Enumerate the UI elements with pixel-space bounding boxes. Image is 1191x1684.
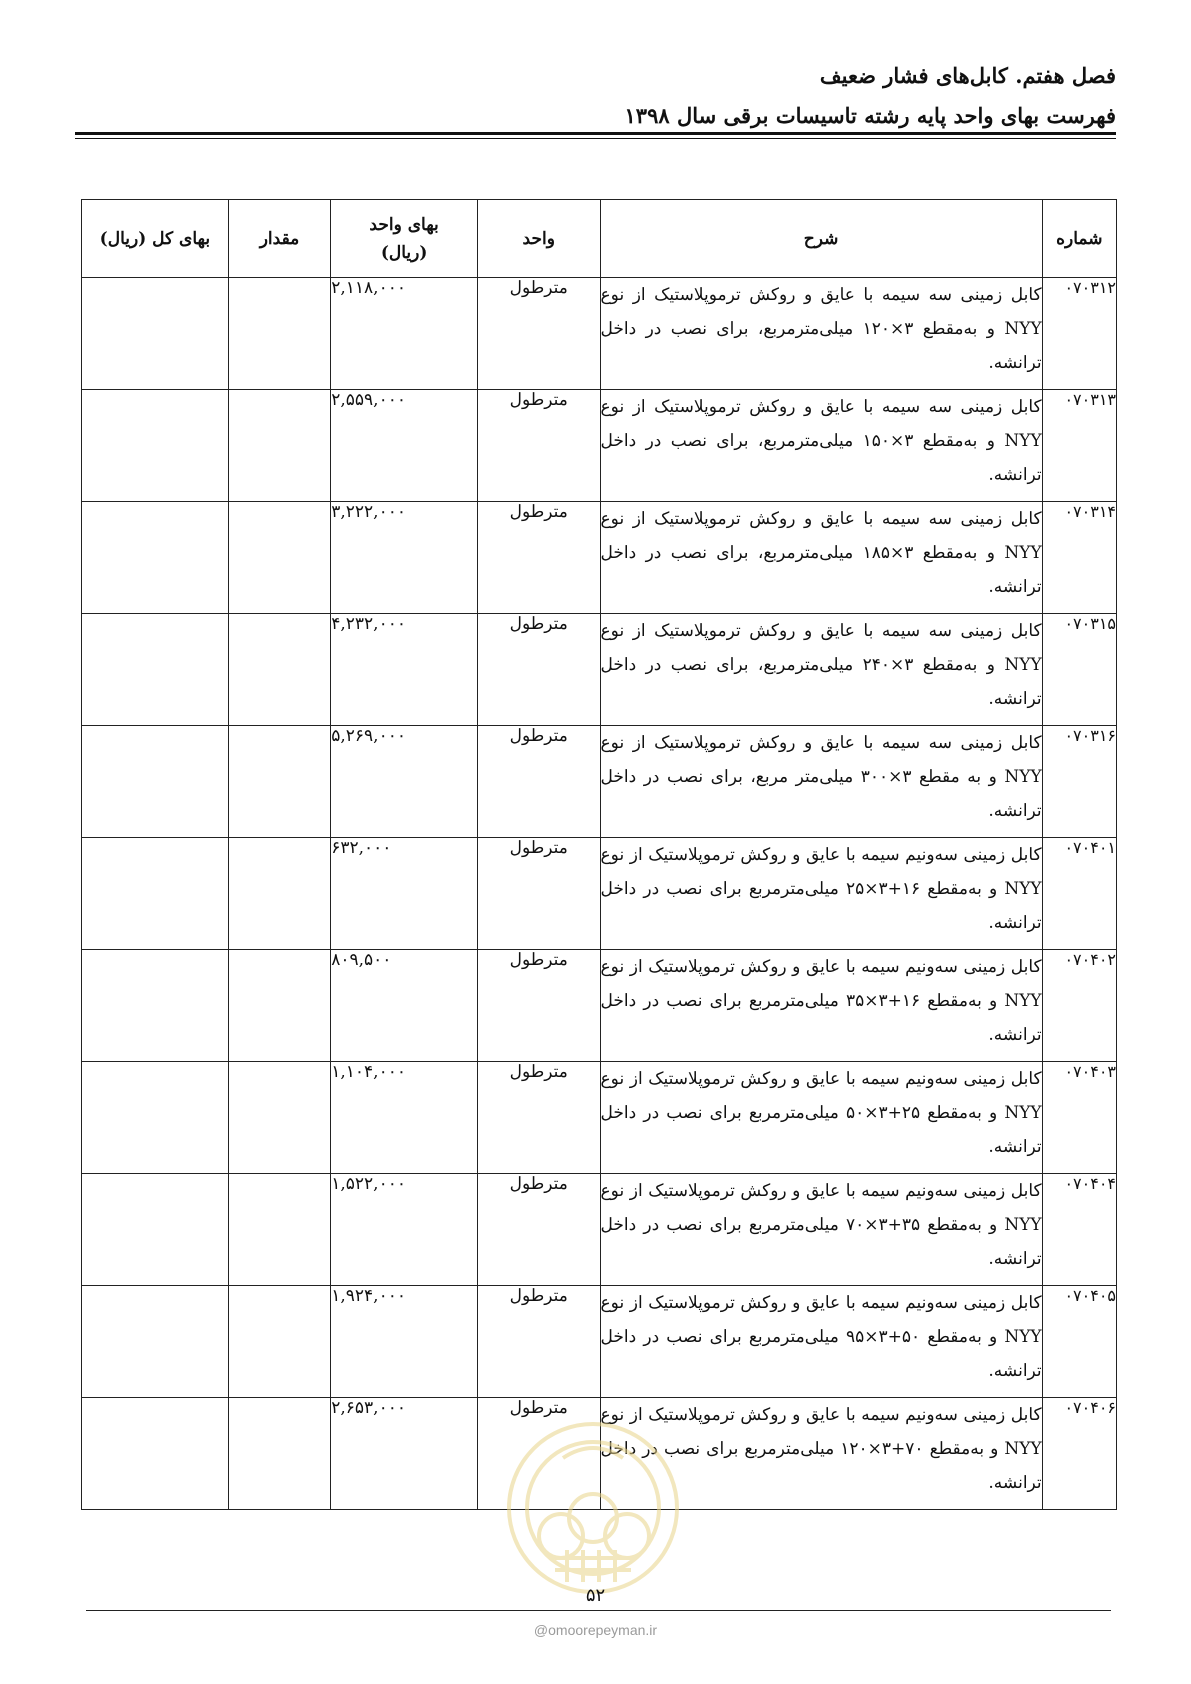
item-unit-price: ۲,۱۱۸,۰۰۰: [331, 278, 478, 390]
unit-price-currency: (ریال): [380, 242, 428, 263]
item-quantity: [228, 726, 330, 838]
item-unit: مترطول: [477, 502, 600, 614]
item-number: ۰۷۰۳۱۳: [1042, 390, 1116, 502]
item-number: ۰۷۰۳۱۵: [1042, 614, 1116, 726]
item-quantity: [228, 1062, 330, 1174]
column-header-unit-price: [331, 200, 478, 278]
item-total-price: [82, 1286, 229, 1398]
unit-price-label: بهای واحد: [369, 214, 439, 235]
table-header-row: [82, 200, 1117, 278]
item-number: ۰۷۰۴۰۶: [1042, 1398, 1116, 1510]
table-row: [82, 390, 1117, 502]
header-rule-thin: [75, 138, 1116, 139]
item-quantity: [228, 838, 330, 950]
item-description: کابل زمینی سه سیمه با عایق و روکش ترموپلاستیک از نوع NYY و به‌مقطع ۳×۲۴۰ میلی‌مترمربع، برای نصب در داخل ترانشه.: [600, 614, 1042, 726]
item-unit: مترطول: [477, 1398, 600, 1510]
item-unit: مترطول: [477, 278, 600, 390]
item-unit: مترطول: [477, 1286, 600, 1398]
item-unit: مترطول: [477, 726, 600, 838]
column-header-quantity: مقدار: [228, 200, 330, 278]
item-description: کابل زمینی سه سیمه با عایق و روکش ترموپلاستیک از نوع NYY و به‌مقطع ۳×۱۵۰ میلی‌مترمربع، برای نصب در داخل ترانشه.: [600, 390, 1042, 502]
item-total-price: [82, 838, 229, 950]
item-unit: مترطول: [477, 614, 600, 726]
price-table: [81, 199, 1117, 1510]
column-header-description: شرح: [600, 200, 1042, 278]
item-total-price: [82, 614, 229, 726]
item-unit-price: ۳,۲۲۲,۰۰۰: [331, 502, 478, 614]
item-number: ۰۷۰۴۰۱: [1042, 838, 1116, 950]
item-unit-price: ۶۳۲,۰۰۰: [331, 838, 478, 950]
item-unit-price: ۱,۵۲۲,۰۰۰: [331, 1174, 478, 1286]
table-row: [82, 278, 1117, 390]
item-description: کابل زمینی سه‌ونیم سیمه با عایق و روکش ترموپلاستیک از نوع NYY و به‌مقطع ۲۵+۳×۵۰ میلی‌مترمربع برای نصب در داخل ترانشه.: [600, 1062, 1042, 1174]
item-unit-price: ۲,۵۵۹,۰۰۰: [331, 390, 478, 502]
item-total-price: [82, 1062, 229, 1174]
column-header-number: شماره: [1042, 200, 1116, 278]
item-unit-price: ۱,۱۰۴,۰۰۰: [331, 1062, 478, 1174]
item-unit: مترطول: [477, 390, 600, 502]
item-total-price: [82, 1174, 229, 1286]
item-quantity: [228, 1174, 330, 1286]
table-row: [82, 726, 1117, 838]
footer-rule: [86, 1610, 1111, 1611]
table-row: [82, 838, 1117, 950]
item-unit: مترطول: [477, 950, 600, 1062]
watermark-seal-icon: [503, 1418, 683, 1598]
table-row: [82, 1174, 1117, 1286]
item-quantity: [228, 1286, 330, 1398]
item-number: ۰۷۰۳۱۴: [1042, 502, 1116, 614]
item-quantity: [228, 950, 330, 1062]
item-quantity: [228, 614, 330, 726]
item-description: کابل زمینی سه سیمه با عایق و روکش ترموپلاستیک از نوع NYY و به مقطع ۳×۳۰۰ میلی‌متر مربع، برای نصب در داخل ترانشه.: [600, 726, 1042, 838]
item-total-price: [82, 502, 229, 614]
item-quantity: [228, 390, 330, 502]
item-unit: مترطول: [477, 1174, 600, 1286]
table-row: [82, 502, 1117, 614]
item-total-price: [82, 1398, 229, 1510]
item-unit-price: ۸۰۹,۵۰۰: [331, 950, 478, 1062]
item-unit-price: ۱,۹۲۴,۰۰۰: [331, 1286, 478, 1398]
document-subtitle: فهرست بهای واحد پایه رشته تاسیسات برقی سال ۱۳۹۸: [624, 103, 1116, 128]
item-number: ۰۷۰۳۱۲: [1042, 278, 1116, 390]
item-number: ۰۷۰۴۰۵: [1042, 1286, 1116, 1398]
item-description: کابل زمینی سه سیمه با عایق و روکش ترموپلاستیک از نوع NYY و به‌مقطع ۳×۱۸۵ میلی‌مترمربع، برای نصب در داخل ترانشه.: [600, 502, 1042, 614]
item-unit-price: ۲,۶۵۳,۰۰۰: [331, 1398, 478, 1510]
column-header-total-price: بهای کل (ریال): [82, 200, 229, 278]
website-watermark-text: @omoorepeyman.ir: [533, 1622, 658, 1638]
item-quantity: [228, 278, 330, 390]
item-description: کابل زمینی سه‌ونیم سیمه با عایق و روکش ترموپلاستیک از نوع NYY و به‌مقطع ۱۶+۳×۳۵ میلی‌مترمربع برای نصب در داخل ترانشه.: [600, 950, 1042, 1062]
column-header-unit: واحد: [477, 200, 600, 278]
item-total-price: [82, 278, 229, 390]
table-row: [82, 614, 1117, 726]
item-unit-price: ۵,۲۶۹,۰۰۰: [331, 726, 478, 838]
item-number: ۰۷۰۴۰۳: [1042, 1062, 1116, 1174]
page-header: [625, 56, 1116, 136]
item-description: کابل زمینی سه‌ونیم سیمه با عایق و روکش ترموپلاستیک از نوع NYY و به‌مقطع ۱۶+۳×۲۵ میلی‌مترمربع برای نصب در داخل ترانشه.: [600, 838, 1042, 950]
item-total-price: [82, 390, 229, 502]
item-description: کابل زمینی سه‌ونیم سیمه با عایق و روکش ترموپلاستیک از نوع NYY و به‌مقطع ۳۵+۳×۷۰ میلی‌مترمربع برای نصب در داخل ترانشه.: [600, 1174, 1042, 1286]
item-unit: مترطول: [477, 1062, 600, 1174]
item-description: کابل زمینی سه‌ونیم سیمه با عایق و روکش ترموپلاستیک از نوع NYY و به‌مقطع ۵۰+۳×۹۵ میلی‌مترمربع برای نصب در داخل ترانشه.: [600, 1286, 1042, 1398]
item-unit: مترطول: [477, 838, 600, 950]
item-quantity: [228, 502, 330, 614]
item-unit-price: ۴,۲۳۲,۰۰۰: [331, 614, 478, 726]
item-description: کابل زمینی سه سیمه با عایق و روکش ترموپلاستیک از نوع NYY و به‌مقطع ۳×۱۲۰ میلی‌مترمربع، برای نصب در داخل ترانشه.: [600, 278, 1042, 390]
item-number: ۰۷۰۴۰۲: [1042, 950, 1116, 1062]
item-description: کابل زمینی سه‌ونیم سیمه با عایق و روکش ترموپلاستیک از نوع NYY و به‌مقطع ۷۰+۳×۱۲۰ میلی‌مترمربع برای نصب در داخل ترانشه.: [600, 1398, 1042, 1510]
table-row: [82, 1062, 1117, 1174]
item-number: ۰۷۰۳۱۶: [1042, 726, 1116, 838]
item-number: ۰۷۰۴۰۴: [1042, 1174, 1116, 1286]
page-number: ۵۲: [585, 1585, 606, 1606]
item-total-price: [82, 950, 229, 1062]
header-rule-thick: [75, 132, 1116, 135]
table-row: [82, 1286, 1117, 1398]
item-quantity: [228, 1398, 330, 1510]
table-row: [82, 950, 1117, 1062]
chapter-title: فصل هفتم. کابل‌های فشار ضعیف: [819, 63, 1116, 88]
item-total-price: [82, 726, 229, 838]
